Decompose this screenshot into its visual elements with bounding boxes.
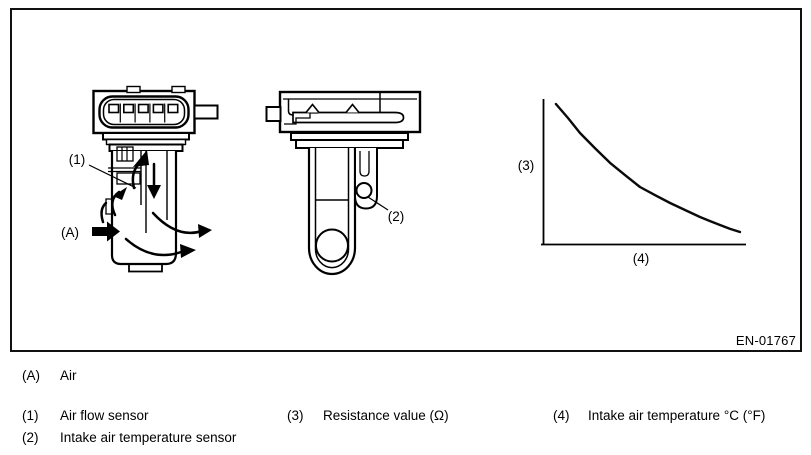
callout-4: (4) — [632, 251, 650, 266]
legend-label-intake-air-temp-sensor: Intake air temperature sensor — [60, 430, 237, 445]
callout-a: (A) — [61, 225, 79, 240]
legend-label-resistance-value: Resistance value (Ω) — [323, 408, 449, 423]
callout-2: (2) — [387, 209, 405, 224]
air-flow-sensor-front-view — [61, 87, 218, 272]
graph-curve — [556, 104, 740, 232]
iat-thermistor — [357, 183, 372, 198]
legend-key-resistance-value: (3) — [287, 408, 304, 423]
callout-1: (1) — [68, 152, 86, 167]
legend-key-air: (A) — [22, 368, 40, 383]
air-flow-sensor-side-view — [267, 92, 421, 274]
resistance-temperature-graph — [518, 99, 746, 266]
legend-key-intake-air-temp: (4) — [553, 408, 570, 423]
figure-code: EN-01767 — [735, 333, 796, 348]
legend-label-intake-air-temp: Intake air temperature °C (°F) — [588, 408, 766, 423]
legend-key-air-flow-sensor: (1) — [22, 408, 39, 423]
callout-3: (3) — [517, 158, 535, 173]
legend-label-air-flow-sensor: Air flow sensor — [60, 408, 149, 423]
legend-key-intake-air-temp-sensor: (2) — [22, 430, 39, 445]
legend-label-air: Air — [60, 368, 77, 383]
